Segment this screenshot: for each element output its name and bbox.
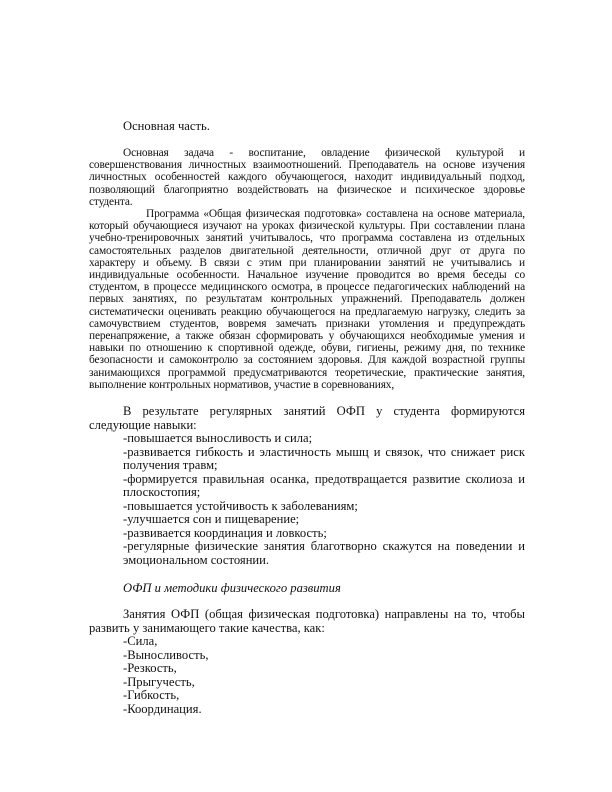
qualities-list-item: -Координация. bbox=[123, 701, 202, 716]
paragraph-main-task: Основная задача - воспитание, овладение физической культурой и совершенствования личностных взаимоотношений. Преподаватель на основе изучения личностных особенностей каждого обучающегося, находит индивидуальный подход, позволяющий благоприятно воздействовать на физическое и психическое здоровье студента. bbox=[89, 147, 525, 208]
skills-list-item: -формируется правильная осанка, предотвращается развитие сколиоза и плоскостопия; bbox=[123, 471, 525, 500]
paragraph-ofp: Занятия ОФП (общая физическая подготовка) направлены на то, чтобы развить у занимающего такие качества, как: bbox=[89, 607, 525, 635]
skills-list-item: -развивается координация и ловкость; bbox=[123, 525, 327, 540]
skills-list-item: -повышается выносливость и сила; bbox=[123, 431, 313, 446]
qualities-list-item: -Сила, bbox=[123, 634, 158, 649]
paragraph-program: Программа «Общая физическая подготовка» составлена на основе материала, который обучающиеся изучают на уроках физической культуры. При составлении плана учебно-тренировочных занятий учитывалось, что программа составлена из отдельных самостоятельных разделов двигательной деятельности, отличной друг от друга по характеру и объему. В связи с этим при планировании занятий не учитывались и индивидуальные особенности. Начальное изучение проводится во время беседы со студентом, в процессе медицинского осмотра, в процессе педагогических наблюдений на первых занятиях, по результатам контрольных упражнений. Преподаватель должен систематически оценивать реакцию обучающегося на предлагаемую нагрузку, следить за самочувствием студентов, вовремя замечать признаки утомления и предупреждать перенапряжение, а также обязан сформировать у обучающихся необходимые умения и навыки по отношению к спортивной одежде, обуви, гигиены, режиму дня, по технике безопасности и самоконтролю за состоянием здоровья. Для каждой возрастной группы занимающихся программой предусматриваются теоретические, практические занятия, выполнение контрольных нормативов, участие в соревнованиях, bbox=[89, 208, 525, 391]
skills-list-item: -регулярные физические занятия благотворно скажутся на поведении и эмоциональном состоянии. bbox=[123, 539, 525, 567]
skills-list-item: -улучшается сон и пищеварение; bbox=[123, 512, 300, 527]
subsection-title: ОФП и методики физического развития bbox=[123, 581, 341, 596]
skills-list-item: -развивается гибкость и эластичность мышц и связок, что снижает риск получения травм; bbox=[123, 444, 525, 473]
section-title: Основная часть. bbox=[123, 119, 210, 133]
qualities-list-item: -Прыгучесть, bbox=[123, 674, 195, 689]
qualities-list-item: -Выносливость, bbox=[123, 647, 209, 662]
skills-list-item: -повышается устойчивость к заболеваниям; bbox=[123, 498, 358, 513]
skills-list bbox=[89, 432, 525, 567]
paragraph-results-intro: В результате регулярных занятий ОФП у студента формируются следующие навыки: bbox=[89, 404, 525, 432]
qualities-list bbox=[89, 635, 525, 716]
qualities-list-item: -Гибкость, bbox=[123, 688, 180, 703]
document-body bbox=[89, 119, 525, 716]
qualities-list-item: -Резкость, bbox=[123, 661, 177, 676]
